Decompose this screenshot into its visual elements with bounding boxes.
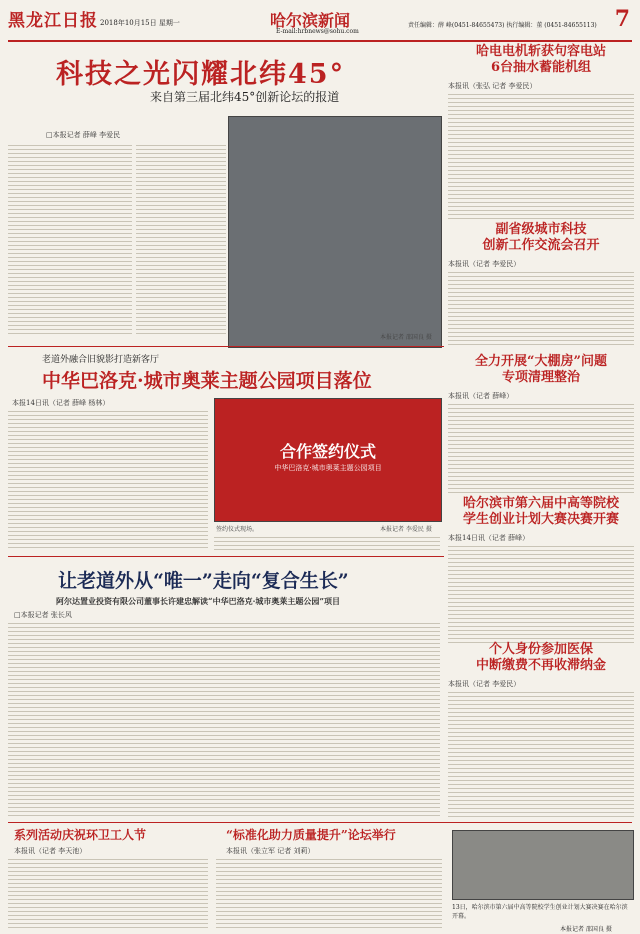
page-title: 哈尔滨新闻 (270, 11, 351, 30)
signing-photo (214, 398, 442, 522)
lead-byline: □本报记者 薛峰 李爱民 (46, 131, 121, 139)
sidebar-story-2 (448, 222, 634, 345)
story2-text-2 (214, 534, 440, 550)
lead-text-col2 (136, 142, 226, 334)
s3-title2: 专项清理整治 (501, 370, 580, 386)
divider-3 (8, 822, 632, 823)
masthead: 黑龙江日报 (8, 11, 98, 31)
divider (8, 346, 444, 347)
s5-title2: 中断缴费不再收滞纳金 (475, 658, 606, 674)
s2-byline: 本报讯（记者 李爱民） (448, 259, 521, 268)
sidebar-story-3 (448, 354, 634, 495)
s1-title: 哈电电机斩获句容电站 (475, 44, 606, 59)
s1-title2: 6台抽水蓄能机组 (490, 60, 592, 76)
left-bottom-text (8, 856, 208, 928)
s3-title: 全力开展“大棚房”问题 (475, 354, 607, 369)
story3-subhead: 阿尔达置业投资有限公司董事长许建忠解读“中华巴洛克·城市奥莱主题公园”项目 (56, 596, 340, 606)
banner-title: 合作签约仪式 (279, 442, 376, 461)
contest-photo (452, 830, 634, 900)
s1-text (448, 91, 634, 219)
lead-photo (228, 116, 442, 348)
s4-title2: 学生创业计划大赛决赛开赛 (462, 512, 619, 528)
divider-2 (8, 556, 444, 557)
sidebar-story-1 (448, 44, 634, 219)
banner-sub: 中华巴洛克·城市奥莱主题公园项目 (274, 464, 382, 472)
editor-line: 责任编辑：薛 峰(0451-84655473) 执行编辑：董 (0451-84655113) (408, 22, 597, 29)
sidebar-story-5 (448, 642, 634, 817)
s2-text (448, 269, 634, 345)
s1-byline: 本报讯（张弘 记者 李爱民） (448, 81, 537, 90)
lead-subhead: 来自第三届北纬45°创新论坛的报道 (150, 90, 340, 104)
s4-text (448, 543, 634, 643)
photo-credit: 本报记者 李爱民 摄 (380, 526, 432, 533)
story2-kicker: 老道外融合旧貌影打造新客厅 (42, 355, 160, 365)
story3-headline: 让老道外从“唯一”走向“复合生长” (58, 570, 349, 592)
lead-text-col1 (8, 142, 132, 334)
contest-credit: 本报记者 邵国良 摄 (560, 926, 612, 933)
contest-caption: 13日，哈尔滨市第六届中高等院校学生创业计划大赛决赛在哈尔滨开幕。 (452, 904, 628, 920)
s4-title: 哈尔滨市第六届中高等院校 (462, 496, 619, 511)
mid-bottom-byline: 本报讯（张立军 记者 刘莉） (226, 847, 315, 855)
s2-title: 副省级城市科技 (495, 222, 587, 237)
left-bottom-byline: 本报讯（记者 李天池） (14, 847, 87, 855)
s5-byline: 本报讯（记者 李爱民） (448, 679, 521, 688)
s3-byline: 本报讯（记者 薛峰） (448, 391, 514, 400)
story3-text (8, 620, 440, 816)
lead-headline: 科技之光闪耀北纬45° (56, 59, 346, 90)
story2-text (8, 408, 208, 550)
page-header (8, 4, 632, 42)
story2-headline: 中华巴洛克·城市奥莱主题公园项目落位 (42, 370, 372, 392)
story2-byline: 本报14日讯（记者 薛峰 杨林） (12, 399, 110, 407)
s4-byline: 本报14日讯（记者 薛峰） (448, 533, 530, 542)
mid-bottom-headline: “标准化助力质量提升”论坛举行 (226, 828, 396, 842)
photo-caption: 签约仪式现场。 (216, 526, 259, 533)
sidebar-story-4 (448, 496, 634, 643)
s2-title2: 创新工作交流会召开 (482, 238, 600, 254)
mid-bottom-text (216, 856, 442, 928)
s5-title: 个人身份参加医保 (488, 642, 593, 657)
s5-text (448, 689, 634, 817)
issue-date: 2018年10月15日 星期一 (100, 19, 180, 27)
section-email: E-mail:hrbnews@sohu.com (276, 28, 359, 35)
left-bottom-headline: 系列活动庆祝环卫工人节 (14, 828, 147, 842)
s3-text (448, 401, 634, 495)
story3-byline: □本报记者 张长风 (14, 611, 72, 619)
page-number: 7 (614, 6, 630, 32)
lead-photo-credit: 本报记者 邵国良 摄 (380, 334, 432, 341)
